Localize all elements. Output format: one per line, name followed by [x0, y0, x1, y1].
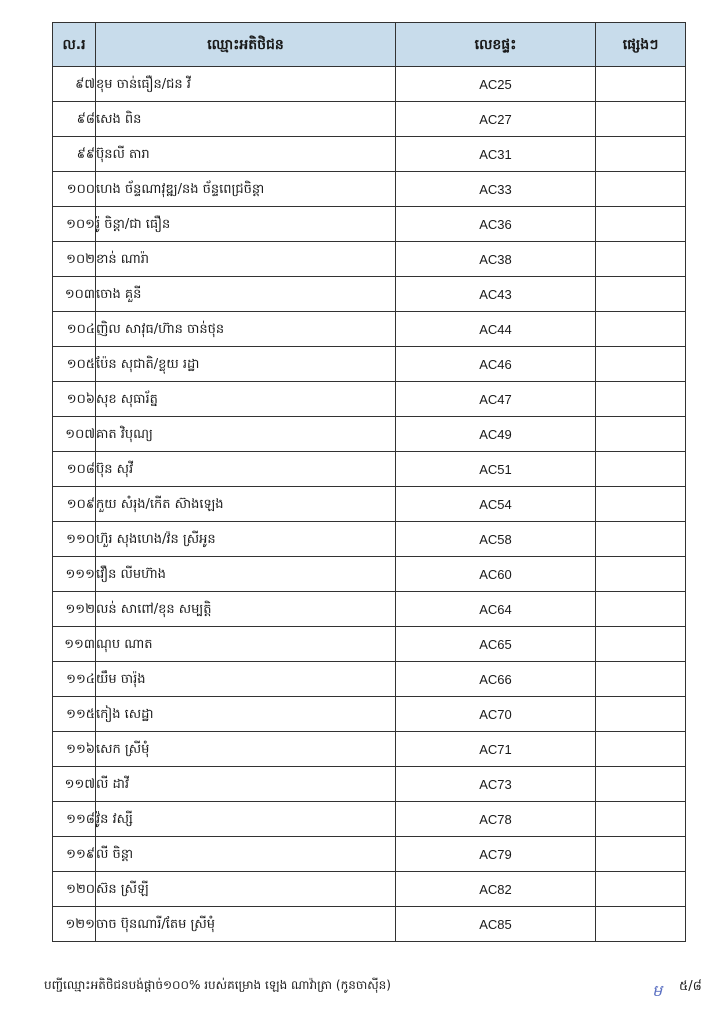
house-number: AC58	[396, 522, 596, 557]
house-number: AC85	[396, 907, 596, 942]
customer-name: គាត វិបុណ្យ	[96, 417, 396, 452]
other-note	[596, 312, 686, 347]
customer-name: យឹម ចារ៉ុង	[96, 662, 396, 697]
table-row	[53, 557, 686, 592]
house-number: AC71	[396, 732, 596, 767]
row-number: ៩៧	[53, 67, 96, 102]
customer-name: ហ៊ួរ សុងហេង/វ៉ន ស្រីអូន	[96, 522, 396, 557]
table-row	[53, 67, 686, 102]
table-row	[53, 627, 686, 662]
table-row	[53, 172, 686, 207]
header-other: ផ្សេងៗ	[596, 23, 686, 67]
house-number: AC47	[396, 382, 596, 417]
customer-name: វឿន លីមហ៊ាង	[96, 557, 396, 592]
table-row	[53, 697, 686, 732]
house-number: AC46	[396, 347, 596, 382]
other-note	[596, 732, 686, 767]
other-note	[596, 347, 686, 382]
house-number: AC64	[396, 592, 596, 627]
table-row	[53, 872, 686, 907]
table-row	[53, 207, 686, 242]
house-number: AC31	[396, 137, 596, 172]
row-number: ១១៨	[53, 802, 96, 837]
house-number: AC25	[396, 67, 596, 102]
row-number: ១១៣	[53, 627, 96, 662]
header-no: ល.រ	[53, 23, 96, 67]
other-note	[596, 872, 686, 907]
house-number: AC60	[396, 557, 596, 592]
table-row	[53, 347, 686, 382]
customer-name: ប៊ុន សុវី	[96, 452, 396, 487]
house-number: AC66	[396, 662, 596, 697]
table-row	[53, 802, 686, 837]
row-number: ១១៦	[53, 732, 96, 767]
other-note	[596, 67, 686, 102]
house-number: AC82	[396, 872, 596, 907]
table-header-row	[53, 23, 686, 67]
row-number: ១០១	[53, 207, 96, 242]
table-row	[53, 417, 686, 452]
table-row	[53, 242, 686, 277]
footer-caption: បញ្ជីឈ្មោះអតិថិជនបង់ផ្ដាច់១០០% របស់គម្រោង ឡេង ណាវ៉ាត្រា (កូនចាស៊ីន)	[44, 978, 391, 992]
other-note	[596, 382, 686, 417]
customer-name: សុខ សុធារ័ត្ន	[96, 382, 396, 417]
row-number: ១០៣	[53, 277, 96, 312]
house-number: AC49	[396, 417, 596, 452]
other-note	[596, 102, 686, 137]
row-number: ១០៧	[53, 417, 96, 452]
row-number: ៩៨	[53, 102, 96, 137]
customer-name: លន់ សាពៅ/ខុន សម្បត្តិ	[96, 592, 396, 627]
row-number: ១០២	[53, 242, 96, 277]
table-row	[53, 277, 686, 312]
customer-name: ណុប ណាត	[96, 627, 396, 662]
other-note	[596, 627, 686, 662]
house-number: AC73	[396, 767, 596, 802]
table-row	[53, 522, 686, 557]
customer-name: ខាន់ ណារ៉ា	[96, 242, 396, 277]
customer-name: សេង ពិន	[96, 102, 396, 137]
signature-mark: ម	[652, 981, 663, 1000]
row-number: ១២០	[53, 872, 96, 907]
house-number: AC79	[396, 837, 596, 872]
table-row	[53, 767, 686, 802]
other-note	[596, 172, 686, 207]
table-row	[53, 102, 686, 137]
customer-name: កៀង សេដ្ឋា	[96, 697, 396, 732]
table-row	[53, 137, 686, 172]
table-row	[53, 907, 686, 942]
other-note	[596, 207, 686, 242]
other-note	[596, 487, 686, 522]
other-note	[596, 592, 686, 627]
customer-name: ញិល សាវុធ/ហ៊ាន ចាន់ថុន	[96, 312, 396, 347]
table-row	[53, 732, 686, 767]
header-house-number: លេខផ្ទះ	[396, 23, 596, 67]
house-number: AC36	[396, 207, 596, 242]
row-number: ១០០	[53, 172, 96, 207]
table-row	[53, 662, 686, 697]
other-note	[596, 522, 686, 557]
customer-name: សេក ស្រីមុំ	[96, 732, 396, 767]
customer-name: វ៉ូន វស្សី	[96, 802, 396, 837]
row-number: ១១២	[53, 592, 96, 627]
house-number: AC27	[396, 102, 596, 137]
other-note	[596, 137, 686, 172]
other-note	[596, 277, 686, 312]
customer-name: កួយ សំរុង/កើត ស៊ាងឡេង	[96, 487, 396, 522]
row-number: ១១១	[53, 557, 96, 592]
row-number: ១០៤	[53, 312, 96, 347]
customer-name: លី ដាវី	[96, 767, 396, 802]
customer-name: ចោង គួនី	[96, 277, 396, 312]
house-number: AC54	[396, 487, 596, 522]
row-number: ១២១	[53, 907, 96, 942]
row-number: ១១៤	[53, 662, 96, 697]
row-number: ១០៦	[53, 382, 96, 417]
customer-name: ហេង ច័ន្ទណាវុឌ្ឍ/នង ច័ន្ទពេជ្រចិន្តា	[96, 172, 396, 207]
table-row	[53, 592, 686, 627]
other-note	[596, 417, 686, 452]
row-number: ១១៩	[53, 837, 96, 872]
table-row	[53, 312, 686, 347]
customer-name: ខុម ចាន់ធឿន/ជន វី	[96, 67, 396, 102]
table-row	[53, 382, 686, 417]
customer-table	[52, 22, 686, 942]
page-number: ៥/៨	[679, 979, 702, 994]
customer-name: រ៉ូ ចិន្តា/ជា ធឿន	[96, 207, 396, 242]
row-number: ១១៧	[53, 767, 96, 802]
row-number: ១១០	[53, 522, 96, 557]
customer-name: ប៊ុនលី តារា	[96, 137, 396, 172]
customer-name: លី ចិន្តា	[96, 837, 396, 872]
other-note	[596, 837, 686, 872]
row-number: ១១៥	[53, 697, 96, 732]
other-note	[596, 242, 686, 277]
row-number: ១០៨	[53, 452, 96, 487]
other-note	[596, 767, 686, 802]
house-number: AC70	[396, 697, 596, 732]
customer-name: ស៊ន ស្រីឡី	[96, 872, 396, 907]
house-number: AC51	[396, 452, 596, 487]
other-note	[596, 452, 686, 487]
other-note	[596, 907, 686, 942]
house-number: AC43	[396, 277, 596, 312]
table-row	[53, 452, 686, 487]
house-number: AC38	[396, 242, 596, 277]
house-number: AC44	[396, 312, 596, 347]
house-number: AC33	[396, 172, 596, 207]
customer-name: ប៉ែន សុជាតិ/ខ្លុយ រដ្ឋា	[96, 347, 396, 382]
house-number: AC78	[396, 802, 596, 837]
other-note	[596, 697, 686, 732]
row-number: ១០៩	[53, 487, 96, 522]
other-note	[596, 557, 686, 592]
customer-name: ចាច ប៊ុនណារី/តែម ស្រីមុំ	[96, 907, 396, 942]
table-row	[53, 487, 686, 522]
other-note	[596, 802, 686, 837]
table-row	[53, 837, 686, 872]
house-number: AC65	[396, 627, 596, 662]
other-note	[596, 662, 686, 697]
row-number: ១០៥	[53, 347, 96, 382]
header-customer-name: ឈ្មោះអតិថិជន	[96, 23, 396, 67]
row-number: ៩៩	[53, 137, 96, 172]
